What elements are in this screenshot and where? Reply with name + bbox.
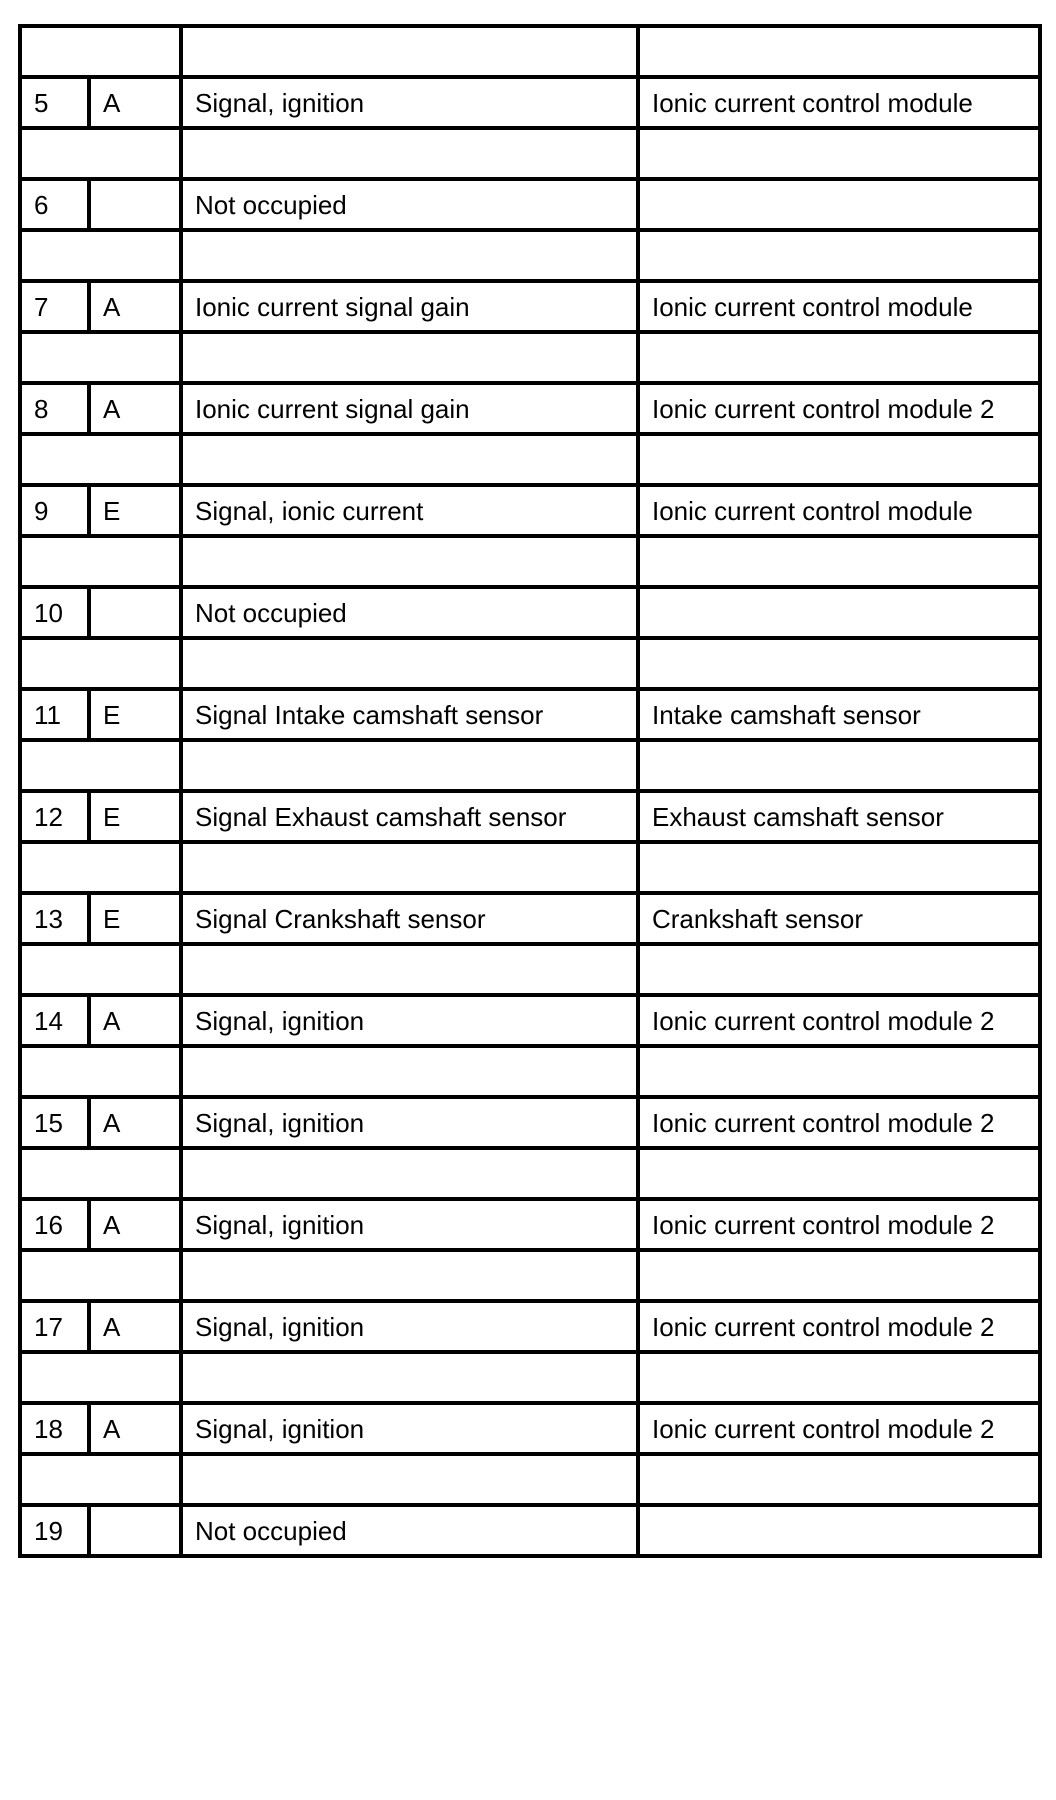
spacer-row: [20, 944, 1040, 995]
spacer-row: [20, 1454, 1040, 1505]
direction-cell: A: [89, 995, 181, 1046]
table-row: [20, 281, 1040, 332]
spacer-cell-component: [638, 1046, 1040, 1097]
spacer-cell-signal: [181, 1352, 638, 1403]
spacer-cell-component: [638, 1352, 1040, 1403]
signal-description-cell: Signal, ionic current: [181, 485, 638, 536]
spacer-cell-component: [638, 740, 1040, 791]
spacer-cell-signal: [181, 536, 638, 587]
signal-description-cell: Signal, ignition: [181, 1199, 638, 1250]
table-row: [20, 587, 1040, 638]
direction-cell: A: [89, 383, 181, 434]
spacer-cell-signal: [181, 128, 638, 179]
spacer-cell-pin: [20, 740, 181, 791]
spacer-row: [20, 842, 1040, 893]
table-row: [20, 179, 1040, 230]
spacer-cell-signal: [181, 1250, 638, 1301]
pin-number-cell: 19: [20, 1505, 89, 1556]
spacer-cell-component: [638, 638, 1040, 689]
spacer-cell-signal: [181, 638, 638, 689]
direction-cell: E: [89, 791, 181, 842]
direction-cell: E: [89, 893, 181, 944]
direction-cell: E: [89, 689, 181, 740]
spacer-cell-pin: [20, 128, 181, 179]
spacer-row: [20, 1250, 1040, 1301]
spacer-cell-component: [638, 1454, 1040, 1505]
spacer-cell-signal: [181, 1454, 638, 1505]
pin-number-cell: 6: [20, 179, 89, 230]
spacer-cell-signal: [181, 1046, 638, 1097]
spacer-row: [20, 26, 1040, 77]
spacer-cell-pin: [20, 638, 181, 689]
spacer-cell-component: [638, 842, 1040, 893]
table-row: [20, 77, 1040, 128]
spacer-cell-pin: [20, 26, 181, 77]
component-cell: [638, 179, 1040, 230]
spacer-cell-component: [638, 230, 1040, 281]
signal-description-cell: Signal Exhaust camshaft sensor: [181, 791, 638, 842]
pin-number-cell: 17: [20, 1301, 89, 1352]
pin-number-cell: 11: [20, 689, 89, 740]
spacer-cell-component: [638, 1250, 1040, 1301]
pin-assignment-table: [18, 24, 1042, 1558]
spacer-row: [20, 434, 1040, 485]
table-row: [20, 485, 1040, 536]
signal-description-cell: Signal, ignition: [181, 1097, 638, 1148]
spacer-cell-component: [638, 128, 1040, 179]
spacer-cell-pin: [20, 1250, 181, 1301]
pin-number-cell: 18: [20, 1403, 89, 1454]
direction-cell: [89, 1505, 181, 1556]
spacer-row: [20, 638, 1040, 689]
spacer-cell-signal: [181, 1148, 638, 1199]
spacer-cell-pin: [20, 842, 181, 893]
spacer-cell-component: [638, 944, 1040, 995]
spacer-row: [20, 1046, 1040, 1097]
direction-cell: A: [89, 1199, 181, 1250]
spacer-cell-signal: [181, 842, 638, 893]
table-row: [20, 1403, 1040, 1454]
spacer-cell-pin: [20, 434, 181, 485]
spacer-cell-pin: [20, 230, 181, 281]
signal-description-cell: Not occupied: [181, 1505, 638, 1556]
pin-number-cell: 14: [20, 995, 89, 1046]
pin-table-body: [20, 26, 1040, 1556]
spacer-cell-pin: [20, 1454, 181, 1505]
spacer-cell-signal: [181, 434, 638, 485]
signal-description-cell: Signal, ignition: [181, 1403, 638, 1454]
component-cell: Ionic current control module: [638, 485, 1040, 536]
direction-cell: A: [89, 1403, 181, 1454]
spacer-cell-signal: [181, 230, 638, 281]
pin-number-cell: 15: [20, 1097, 89, 1148]
component-cell: Intake camshaft sensor: [638, 689, 1040, 740]
component-cell: [638, 1505, 1040, 1556]
table-row: [20, 791, 1040, 842]
spacer-row: [20, 230, 1040, 281]
spacer-cell-component: [638, 536, 1040, 587]
spacer-row: [20, 536, 1040, 587]
spacer-row: [20, 128, 1040, 179]
pin-number-cell: 9: [20, 485, 89, 536]
direction-cell: [89, 179, 181, 230]
direction-cell: A: [89, 77, 181, 128]
spacer-cell-component: [638, 1148, 1040, 1199]
table-row: [20, 995, 1040, 1046]
component-cell: Ionic current control module 2: [638, 1301, 1040, 1352]
signal-description-cell: Signal Intake camshaft sensor: [181, 689, 638, 740]
component-cell: Ionic current control module 2: [638, 1097, 1040, 1148]
spacer-row: [20, 332, 1040, 383]
direction-cell: A: [89, 281, 181, 332]
direction-cell: A: [89, 1301, 181, 1352]
signal-description-cell: Ionic current signal gain: [181, 383, 638, 434]
table-row: [20, 893, 1040, 944]
component-cell: Ionic current control module 2: [638, 1199, 1040, 1250]
component-cell: Ionic current control module 2: [638, 995, 1040, 1046]
component-cell: Ionic current control module 2: [638, 1403, 1040, 1454]
pin-number-cell: 10: [20, 587, 89, 638]
table-row: [20, 383, 1040, 434]
table-row: [20, 689, 1040, 740]
spacer-cell-component: [638, 332, 1040, 383]
spacer-row: [20, 740, 1040, 791]
component-cell: [638, 587, 1040, 638]
signal-description-cell: Signal Crankshaft sensor: [181, 893, 638, 944]
spacer-cell-pin: [20, 1046, 181, 1097]
table-row: [20, 1199, 1040, 1250]
pin-number-cell: 5: [20, 77, 89, 128]
signal-description-cell: Signal, ignition: [181, 77, 638, 128]
table-row: [20, 1097, 1040, 1148]
component-cell: Ionic current control module: [638, 77, 1040, 128]
spacer-cell-pin: [20, 1352, 181, 1403]
component-cell: Ionic current control module: [638, 281, 1040, 332]
spacer-cell-pin: [20, 332, 181, 383]
spacer-cell-signal: [181, 740, 638, 791]
table-row: [20, 1505, 1040, 1556]
spacer-cell-signal: [181, 332, 638, 383]
direction-cell: E: [89, 485, 181, 536]
signal-description-cell: Ionic current signal gain: [181, 281, 638, 332]
pin-number-cell: 13: [20, 893, 89, 944]
direction-cell: [89, 587, 181, 638]
component-cell: Exhaust camshaft sensor: [638, 791, 1040, 842]
spacer-cell-component: [638, 434, 1040, 485]
spacer-row: [20, 1352, 1040, 1403]
table-row: [20, 1301, 1040, 1352]
signal-description-cell: Signal, ignition: [181, 995, 638, 1046]
spacer-row: [20, 1148, 1040, 1199]
pin-number-cell: 7: [20, 281, 89, 332]
spacer-cell-pin: [20, 1148, 181, 1199]
spacer-cell-signal: [181, 944, 638, 995]
spacer-cell-pin: [20, 944, 181, 995]
spacer-cell-pin: [20, 536, 181, 587]
signal-description-cell: Not occupied: [181, 179, 638, 230]
component-cell: Crankshaft sensor: [638, 893, 1040, 944]
component-cell: Ionic current control module 2: [638, 383, 1040, 434]
signal-description-cell: Signal, ignition: [181, 1301, 638, 1352]
signal-description-cell: Not occupied: [181, 587, 638, 638]
spacer-cell-component: [638, 26, 1040, 77]
pin-number-cell: 8: [20, 383, 89, 434]
pin-number-cell: 16: [20, 1199, 89, 1250]
direction-cell: A: [89, 1097, 181, 1148]
spacer-cell-signal: [181, 26, 638, 77]
pin-number-cell: 12: [20, 791, 89, 842]
